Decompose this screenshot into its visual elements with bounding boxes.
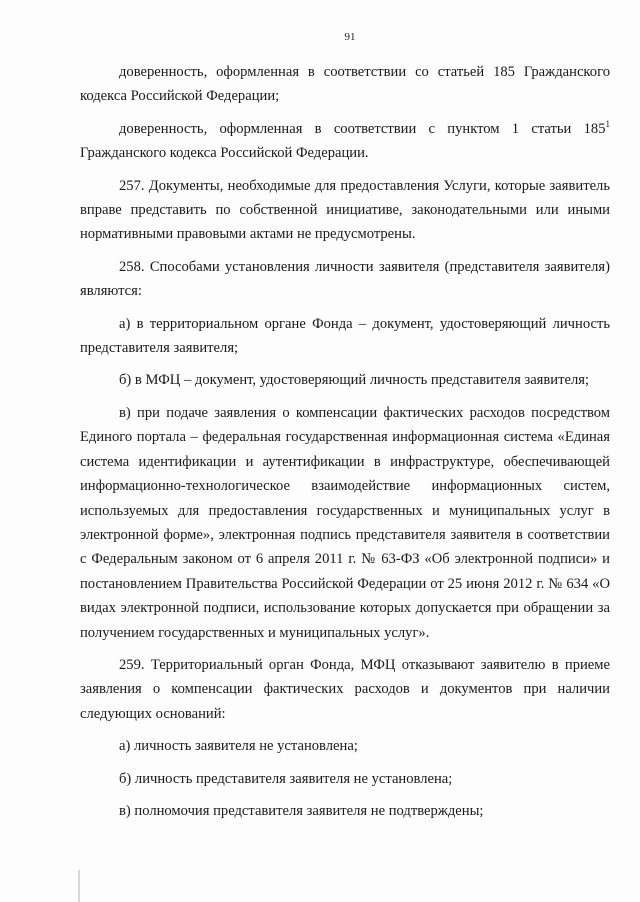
paragraph-258-b: б) в МФЦ – документ, удостоверяющий личность представителя заявителя; [119,372,589,389]
paragraph-258: 258. Способами установления личности заявителя (представителя заявителя) являются: [80,258,610,300]
paragraph-259-b: б) личность представителя заявителя не установлена; [119,770,453,787]
paragraph-power-of-attorney-185-1 [80,117,610,166]
page-number: 91 [344,31,356,43]
paragraph-259-a: а) личность заявителя не установлена; [119,738,358,755]
superscript: 1 [605,118,610,129]
paragraph-text: доверенность, оформленная в соответствии с пунктом 1 статьи 185 [119,120,606,137]
paragraph-power-of-attorney-185: доверенность, оформленная в соответствии со статьей 185 Гражданского кодекса Российской Федерации; [80,64,610,105]
paragraph-259-v: в) полномочия представителя заявителя не подтверждены; [119,802,484,819]
paragraph-text-tail: Гражданского кодекса Российской Федерации. [80,145,369,162]
paragraph-257: 257. Документы, необходимые для предоставления Услуги, которые заявитель вправе представить по собственной инициативе, законодательными или иными нормативными правовыми актами не предусмотрены. [80,177,610,243]
scan-artifact-line [78,870,80,902]
paragraph-258-v: в) при подаче заявления о компенсации фактических расходов посредством Единого портала – федеральная государственная информационная система «Единая система идентификации и аутентификации в инфраструктуре, обеспечивающей информационно-технологическое взаимодействие информационных систем, используемых для предоставления государственных и муниципальных услуг в электронной форме», электронная подпись представителя заявителя в соответствии с Федеральным законом от 6 апреля 2011 г. № 63-ФЗ «Об электронной подписи» и постановлением Правительства Российской Федерации от 25 июня 2012 г. № 634 «О видах электронной подписи, использование которых допускается при обращении за получением государственных и муниципальных услуг». [80,404,610,641]
paragraph-258-a: а) в территориальном органе Фонда – документ, удостоверяющий личность представителя заявителя; [80,315,610,357]
paragraph-259: 259. Территориальный орган Фонда, МФЦ отказывают заявителю в приеме заявления о компенсации фактических расходов и документов при наличии следующих оснований: [80,656,610,722]
